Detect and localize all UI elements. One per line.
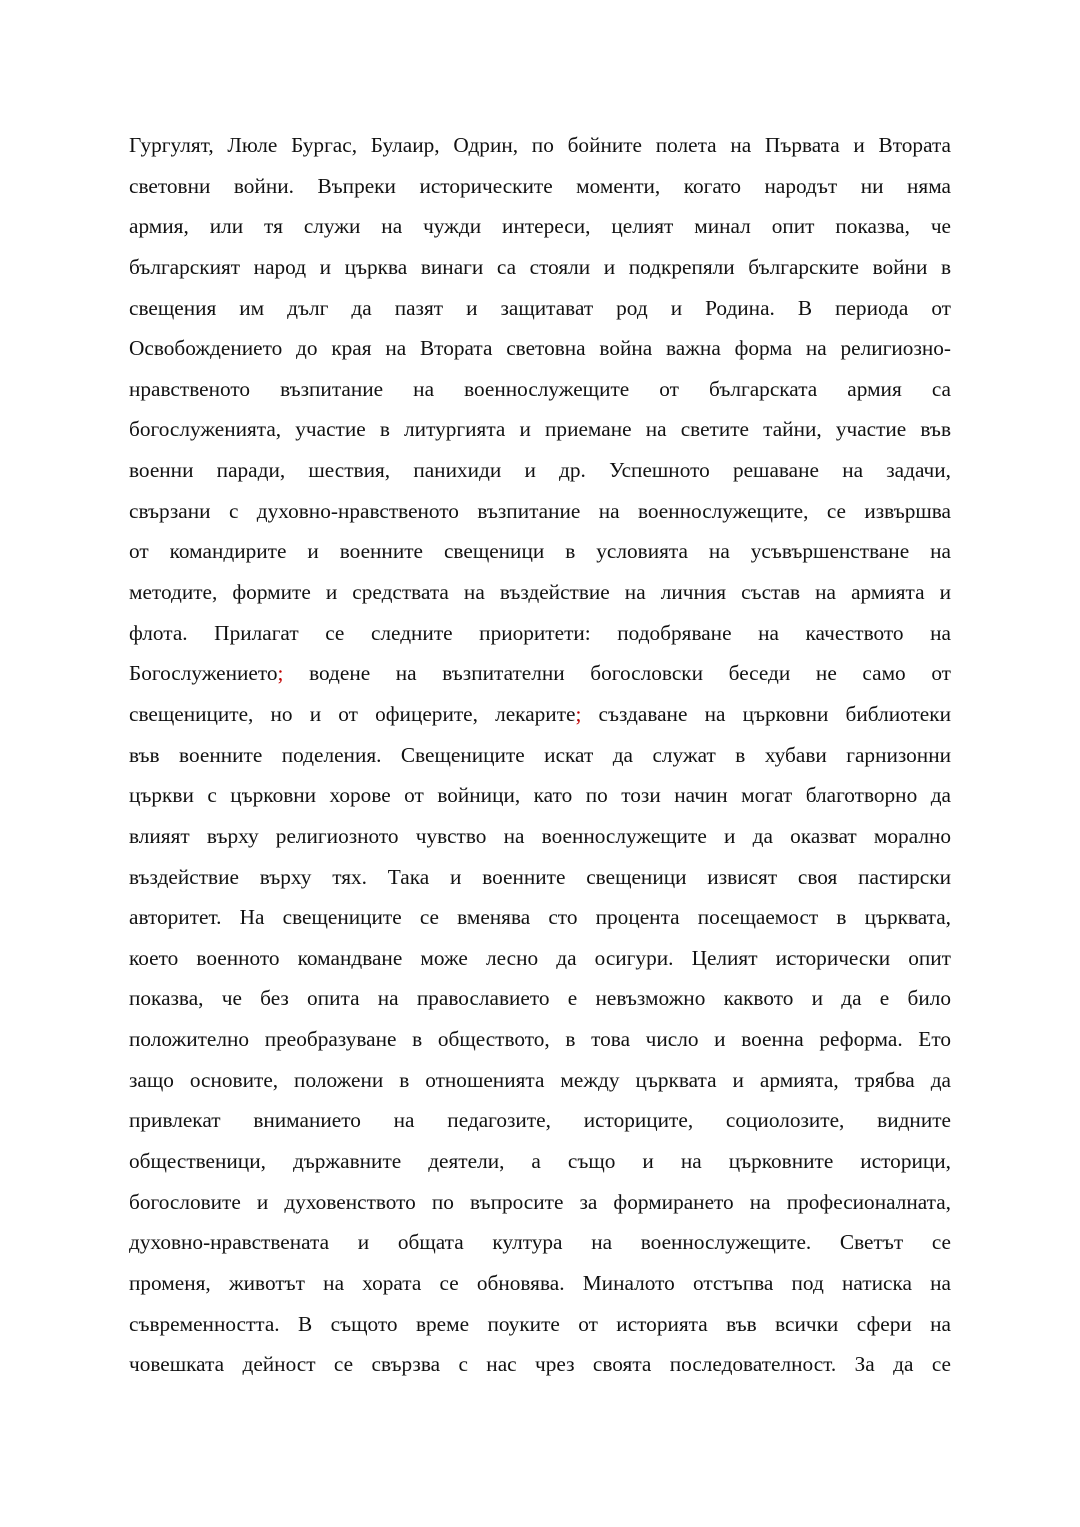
text-line: от командирите и военните свещеници в условията на усъвършенстване на <box>129 539 951 564</box>
text-line: човешката дейност се свързва с нас чрез своята последователност. За да се <box>129 1352 951 1377</box>
text-line: богослуженията, участие в литургията и приемане на светите тайни, участие във <box>129 417 951 442</box>
text-line: показва, че без опита на православието е невъзможно каквото и да е било <box>129 986 951 1011</box>
text-line: привлекат вниманието на педагозите, историците, социолозите, видните <box>129 1108 951 1133</box>
text-line: методите, формите и средствата на въздействие на личния състав на армията и <box>129 580 951 605</box>
text-line: във военните поделения. Свещениците искат да служат в хубави гарнизонни <box>129 742 951 767</box>
text-line: Освобождението до края на Втората световна война важна форма на религиозно- <box>129 336 951 361</box>
text-line: духовно-нравствената и общата култура на военнослужещите. Светът се <box>129 1230 951 1255</box>
text-line: нравственото възпитание на военнослужещите от българската армия са <box>129 376 951 401</box>
text-line: променя, животът на хората се обновява. Миналото отстъпва под натиска на <box>129 1270 951 1295</box>
red-semicolon: ; <box>575 701 582 726</box>
red-semicolon: ; <box>277 661 284 686</box>
text-line: общественици, държавните деятели, а също и на църковните историци, <box>129 1149 951 1174</box>
text-line: въздействие върху тях. Така и военните свещеници извисят своя пастирски <box>129 864 951 889</box>
text-line: Гургулят, Люле Бургас, Булаир, Одрин, по бойните полета на Първата и Втората <box>129 133 951 157</box>
text-line-with-red-semicolon <box>129 694 951 735</box>
text-line: което военното командване може лесно да осигури. Целият исторически опит <box>129 945 951 970</box>
text-line: църкви с църковни хорове от войници, като по този начин могат благотворно да <box>129 783 951 808</box>
text-line: влияят върху религиозното чувство на военнослужещите и да оказват морално <box>129 823 951 848</box>
text-line: богословите и духовенството по въпросите за формирането на професионалната, <box>129 1189 951 1214</box>
text-line: свещения им дълг да пазят и защитават род и Родина. В периода от <box>129 295 951 320</box>
text-line: армия, или тя служи на чужди интереси, целият минал опит показва, че <box>129 214 951 239</box>
text-line-with-red-semicolon <box>129 653 951 694</box>
text-line: световни войни. Въпреки историческите моменти, когато народът ни няма <box>129 173 951 198</box>
text-line: българският народ и църква винаги са стояли и подкрепяли българските войни в <box>129 254 951 279</box>
text-segment: Богослужението <box>129 661 278 686</box>
text-line: авторитет. На свещениците се вменява сто процента посещаемост в църквата, <box>129 905 951 930</box>
text-segment: водене на възпитателни богословски беседи не само от <box>283 661 951 686</box>
text-line: защо основите, положени в отношенията между църквата и армията, трябва да <box>129 1067 951 1092</box>
text-line: съвременността. В същото време поуките от историята във всички сфери на <box>129 1311 951 1336</box>
text-segment: създаване на църковни библиотеки <box>581 701 951 726</box>
text-segment: свещениците, но и от офицерите, лекарите <box>129 701 576 726</box>
body-text <box>129 125 951 1385</box>
text-line: флота. Прилагат се следните приоритети: подобряване на качеството на <box>129 620 951 645</box>
text-line: военни паради, шествия, панихиди и др. Успешното решаване на задачи, <box>129 458 951 483</box>
text-line: свързани с духовно-нравственото възпитание на военнослужещите, се извършва <box>129 498 951 523</box>
text-line: положително преобразуване в обществото, в това число и военна реформа. Ето <box>129 1027 951 1052</box>
